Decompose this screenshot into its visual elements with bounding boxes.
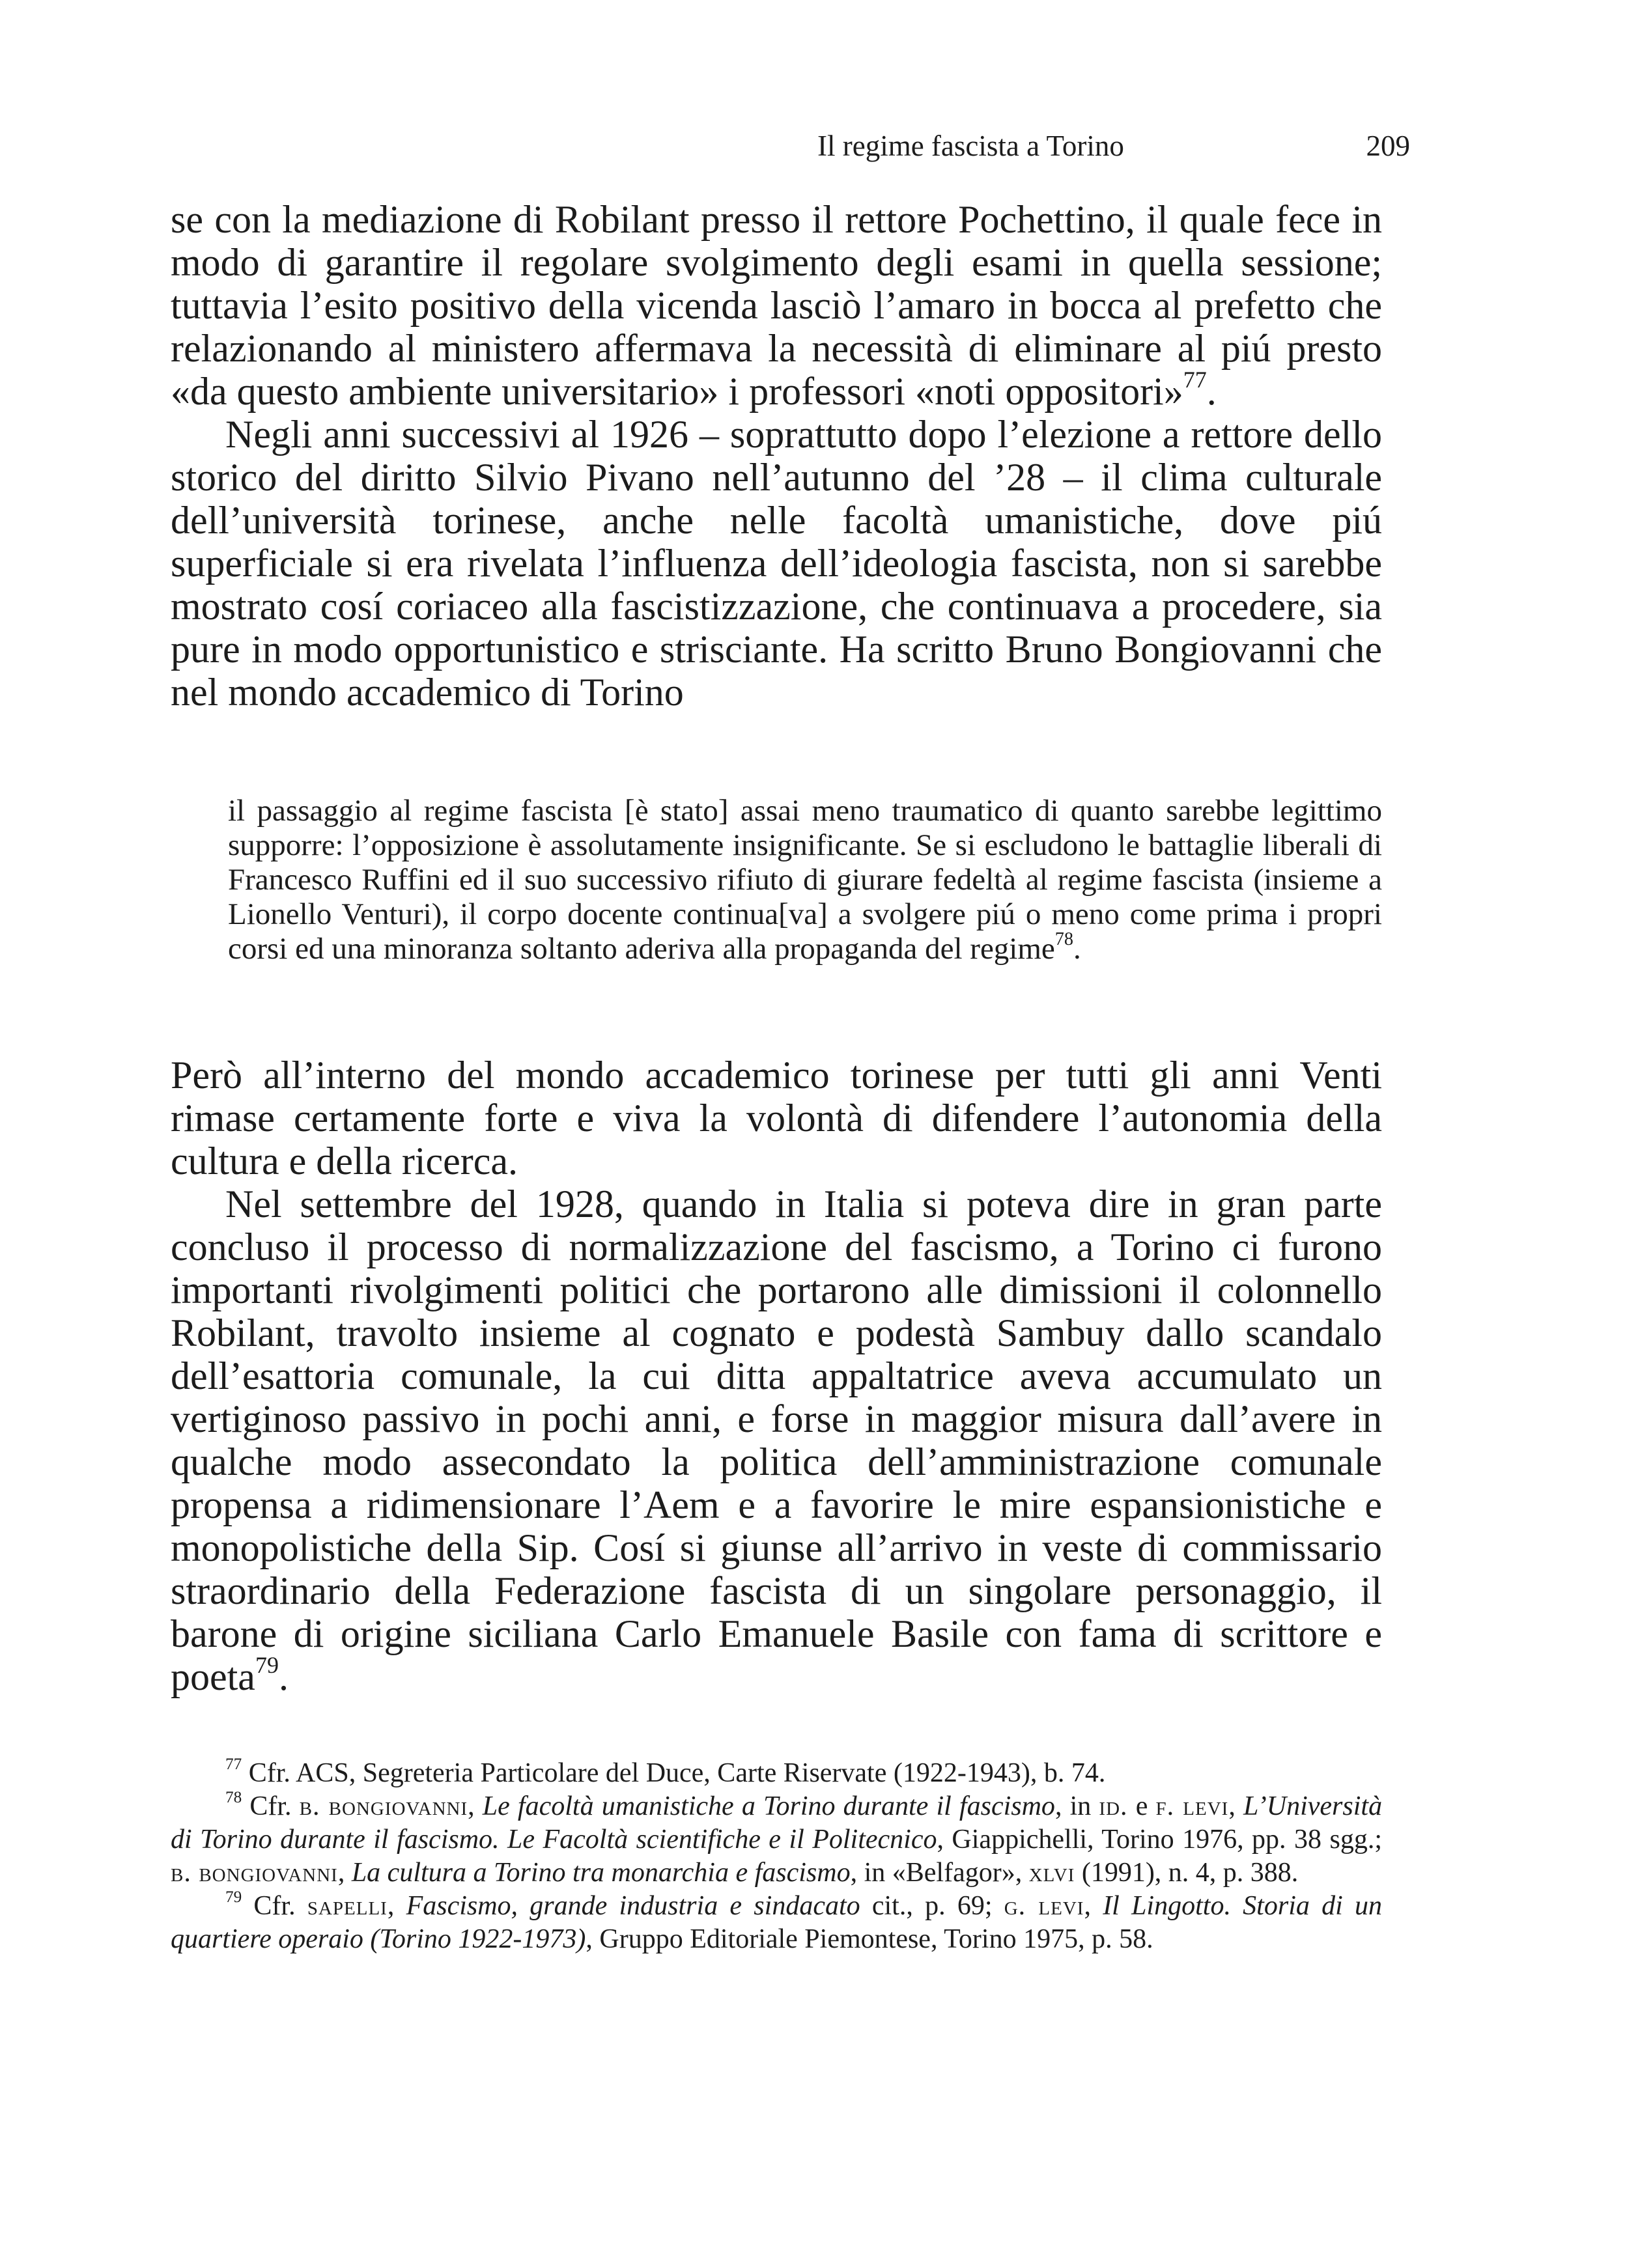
body-text-top [171, 198, 1382, 714]
body-text-bottom [171, 1054, 1382, 1698]
footnote-79: $^{79}$ Cfr. sapelli, Fascismo, grande industria e sindacato cit., p. 69; g. levi, Il Lingotto. Storia di un quartiere operaio (Torino 1922-1973), Gruppo Editoriale Piemontese, Torino 1975, p. 58. [171, 1888, 1382, 1954]
running-title: Il regime fascista a Torino [817, 130, 1124, 162]
paragraph-1: se con la mediazione di Robilant presso il rettore Pochettino, il quale fece in modo di garantire il regolare svolgimento degli esami in quella sessione; tuttavia l’esito positivo della vicenda lasciò l’amaro in bocca al prefetto che relazionando al ministero affermava la necessità di eliminare al piú presto «da questo ambiente universitario» i professori «noti oppositori»$^{77}$. [171, 198, 1382, 413]
footnote-77: $^{77}$ Cfr. ACS, Segreteria Particolare del Duce, Carte Riservate (1922-1943), b. 74. [225, 1756, 1106, 1788]
paragraph-2: Negli anni successivi al 1926 – soprattutto dopo l’elezione a rettore dello storico del diritto Silvio Pivano nell’autunno del ’28 – il clima culturale dell’università torinese, anche nelle facoltà umanistiche, dove piú superficiale si era rivelata l’influenza dell’ideologia fascista, non si sarebbe mostrato cosí coriaceo alla fascistizzazione, che continuava a procedere, sia pure in modo opportunistico e strisciante. Ha scritto Bruno Bongiovanni che nel mondo accademico di Torino [171, 413, 1382, 714]
footnote-ref-78: 78 [1054, 929, 1073, 950]
block-quote: il passaggio al regime fascista [è stato] assai meno traumatico di quanto sarebbe legittimo supporre: l’opposizione è assolutamente insignificante. Se si escludono le battaglie liberali di Francesco Ruffini ed il suo successivo rifiuto di giurare fedeltà al regime fascista (insieme a Lionello Venturi), il corpo docente continua[va] a svolgere piú o meno come prima i propri corsi ed una minoranza soltanto aderiva alla propaganda del regime$^{78}$. [228, 794, 1382, 966]
footnote-ref-77: 77 [1183, 366, 1207, 393]
footnotes [171, 1757, 1382, 1956]
paragraph-3: Però all’interno del mondo accademico torinese per tutti gli anni Venti rimase certamente forte e viva la volontà di difendere l’autonomia della cultura e della ricerca. [171, 1054, 1382, 1183]
page-number: 209 [1366, 130, 1410, 162]
footnote-78: $^{78}$ Cfr. b. bongiovanni, Le facoltà umanistiche a Torino durante il fascismo, in id. e f. levi, L’Università di Torino durante il fascismo. Le Facoltà scientifiche e il Politecnico, Giappichelli, Torino 1976, pp. 38 sgg.; b. bongiovanni, La cultura a Torino tra monarchia e fascismo, in «Belfagor», xlvi (1991), n. 4, p. 388. [171, 1789, 1383, 1888]
footnote-ref-79: 79 [255, 1651, 279, 1678]
paragraph-4: Nel settembre del 1928, quando in Italia si poteva dire in gran parte concluso il processo di normalizzazione del fascismo, a Torino ci furono importanti rivolgimenti politici che portarono alle dimissioni il colonnello Robilant, travolto insieme al cognato e podestà Sambuy dallo scandalo dell’esattoria comunale, la cui ditta appaltatrice aveva accumulato un vertiginoso passivo in pochi anni, e forse in maggior misura dall’avere in qualche modo assecondato la politica dell’amministrazione comunale propensa a ridimensionare l’Aem e a favorire le mire espansionistiche e monopolistiche della Sip. Cosí si giunse all’arrivo in veste di commissario straordinario della Federazione fascista di un singolare personaggio, il barone di origine siciliana Carlo Emanuele Basile con fama di scrittore e poeta$^{79}$. [171, 1183, 1382, 1698]
